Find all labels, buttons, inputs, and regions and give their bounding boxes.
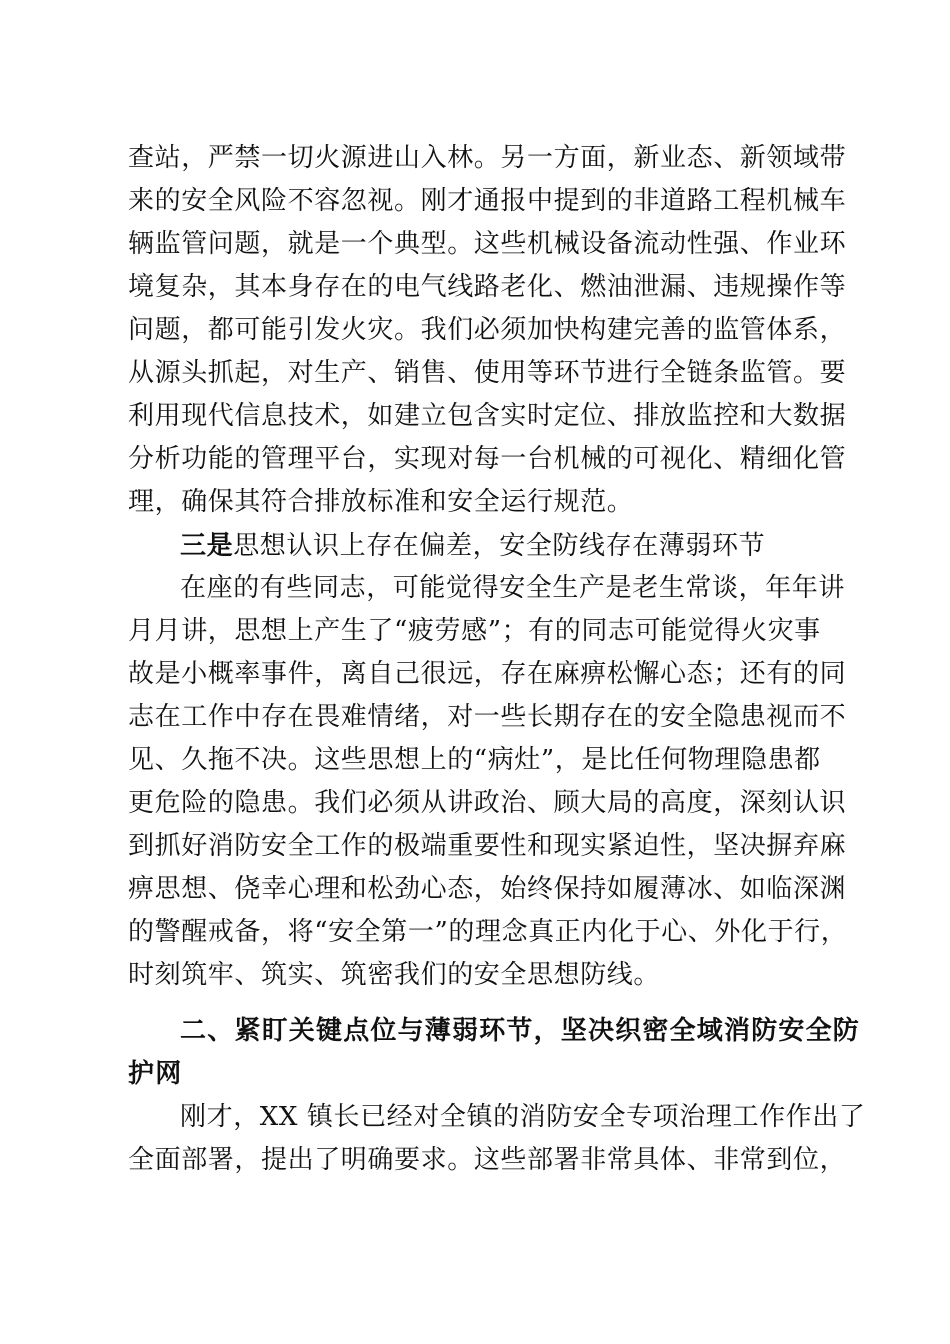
- text-line: 在座的有些同志，可能觉得安全生产是老生常谈，年年讲: [180, 573, 846, 603]
- subheading-lead: 三是: [180, 531, 234, 561]
- text-line: 查站，严禁一切火源进山入林。另一方面，新业态、新领域带: [128, 143, 847, 173]
- text-line: 境复杂，其本身存在的电气线路老化、燃油泄漏、违规操作等: [128, 272, 847, 302]
- section-subheading: [180, 526, 828, 566]
- subheading-text: 思想认识上存在偏差，安全防线存在薄弱环节: [233, 531, 766, 561]
- text-line: 刚才，XX 镇长已经对全镇的消防安全专项治理工作作出了: [180, 1102, 866, 1132]
- section-heading-continued: 护网: [128, 1059, 183, 1089]
- text-line: 辆监管问题，就是一个典型。这些机械设备流动性强、作业环: [128, 229, 847, 259]
- text-line: 全面部署，提出了明确要求。这些部署非常具体、非常到位，: [128, 1145, 847, 1175]
- text-line: 理，确保其符合排放标准和安全运行规范。: [128, 487, 634, 517]
- text-line: 从源头抓起，对生产、销售、使用等环节进行全链条监管。要: [128, 358, 847, 388]
- text-line: 月月讲，思想上产生了“疲劳感”；有的同志可能觉得火灾事: [128, 616, 821, 646]
- text-line: 分析功能的管理平台，实现对每一台机械的可视化、精细化管: [128, 444, 847, 474]
- text-line: 来的安全风险不容忽视。刚才通报中提到的非道路工程机械车: [128, 186, 847, 216]
- text-line: 问题，都可能引发火灾。我们必须加快构建完善的监管体系，: [128, 315, 847, 345]
- text-line: 利用现代信息技术，如建立包含实时定位、排放监控和大数据: [128, 401, 847, 431]
- text-line: 更危险的隐患。我们必须从讲政治、顾大局的高度，深刻认识: [128, 788, 847, 818]
- text-line: 的警醒戒备，将“安全第一”的理念真正内化于心、外化于行，: [128, 917, 848, 947]
- text-line: 到抓好消防安全工作的极端重要性和现实紧迫性，坚决摒弃麻: [128, 831, 847, 861]
- section-heading: 二、紧盯关键点位与薄弱环节，坚决织密全域消防安全防: [180, 1016, 861, 1046]
- text-line: 时刻筑牢、筑实、筑密我们的安全思想防线。: [128, 960, 661, 990]
- text-line: 志在工作中存在畏难情绪，对一些长期存在的安全隐患视而不: [128, 702, 847, 732]
- text-line: 见、久拖不决。这些思想上的“病灶”，是比任何物理隐患都: [128, 745, 821, 775]
- text-line: 痹思想、侥幸心理和松劲心态，始终保持如履薄冰、如临深渊: [128, 874, 847, 904]
- text-line: 故是小概率事件，离自己很远，存在麻痹松懈心态；还有的同: [128, 659, 847, 689]
